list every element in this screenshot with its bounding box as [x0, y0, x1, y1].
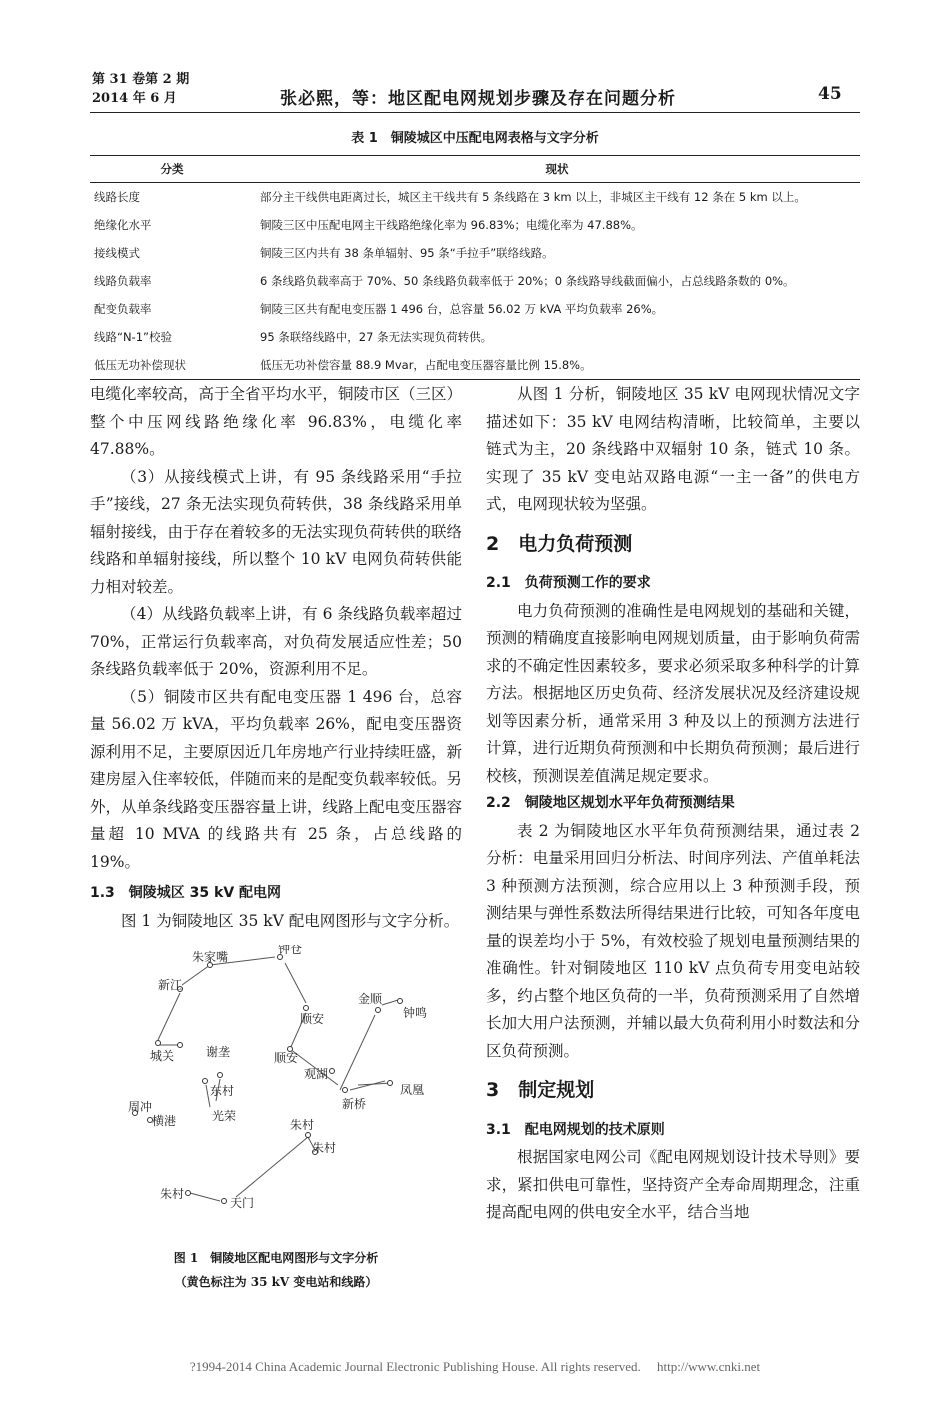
- row-status: 95 条联络线路中，27 条无法实现负荷转供。: [260, 330, 493, 344]
- running-title: 张必熙，等：地区配电网规划步骤及存在问题分析: [280, 89, 676, 109]
- row-status: 铜陵三区中压配电网主干线路绝缘化率为 96.83%；电缆化率为 47.88%。: [260, 218, 643, 232]
- table-row: [90, 267, 860, 295]
- row-status: 低压无功补偿容量 88.9 Mvar，占配电变压器容量比例 15.8%。: [254, 351, 860, 380]
- label-henggang: 横港: [152, 1114, 177, 1128]
- row-status: 铜陵三区内共有 38 条单辐射、95 条“手拉手”联络线路。: [260, 246, 554, 260]
- label-zhongcang: 钟仓: [278, 945, 303, 956]
- label-guangrong: 光荣: [212, 1109, 237, 1123]
- journal-issue: [92, 70, 189, 108]
- table-caption: 表 1 铜陵城区中压配电网表格与文字分析: [351, 131, 599, 146]
- figure-caption: [90, 1246, 462, 1294]
- table-header-row: [90, 156, 860, 183]
- table-row: [90, 183, 860, 212]
- table-1: [90, 155, 860, 380]
- section-heading-2-1: 2.1 负荷预测工作的要求: [486, 575, 651, 591]
- label-zhucun-1: 朱村: [290, 1118, 315, 1132]
- label-fenghuang: 凤凰: [400, 1083, 425, 1097]
- row-category: 绝缘化水平: [94, 218, 152, 232]
- section-heading-2: 2 电力负荷预测: [486, 532, 633, 555]
- section-heading-2-2: 2.2 铜陵地区规划水平年负荷预测结果: [486, 795, 735, 811]
- row-status: 6 条线路负载率高于 70%、50 条线路负载率低于 20%；0 条线路导线截面偏小，占总线路条数的 0%。: [260, 274, 795, 288]
- left-column: [90, 381, 462, 935]
- label-tianmen: 天门: [230, 1196, 255, 1210]
- label-shunan-2: 顺安: [274, 1051, 299, 1065]
- paragraph: 从图 1 分析，铜陵地区 35 kV 电网现状情况文字描述如下：35 kV 电网结构清晰，比较简单，主要以链式为主，20 条线路中双辐射 10 条，链式 10 条。实现了 35 kV 变电站双路电源“一主一备”的供电方式，电网现状较为坚强。: [486, 385, 860, 513]
- network-diagram: [100, 945, 460, 1225]
- table-row: [90, 211, 860, 239]
- paragraph: 图 1 为铜陵地区 35 kV 配电网图形与文字分析。: [121, 911, 460, 930]
- header-status: 现状: [254, 156, 860, 183]
- row-category: 线路长度: [94, 190, 140, 204]
- row-category: 线路“N-1”校验: [94, 330, 172, 344]
- label-zhujiazui: 朱家嘴: [192, 950, 229, 964]
- paragraph: （4）从线路负载率上讲，有 6 条线路负载率超过 70%，正常运行负载率高，对负荷发展适应性差；50 条线路负载率低于 20%，资源利用不足。: [90, 605, 462, 678]
- paragraph: 电缆化率较高，高于全省平均水平，铜陵市区（三区）整个中压网线路绝缘化率 96.83%，电缆化率 47.88%。: [90, 385, 463, 458]
- table-row: [90, 351, 860, 380]
- label-shunan-1: 顺安: [300, 1012, 325, 1026]
- label-xinjiang: 新江: [158, 978, 183, 992]
- figure-caption-note: （黄色标注为 35 kV 变电站和线路）: [174, 1275, 378, 1289]
- header-category: 分类: [90, 156, 254, 183]
- paragraph: （5）铜陵市区共有配电变压器 1 496 台，总容量 56.02 万 kVA，平均负载率 26%，配电变压器资源利用不足，主要原因近几年房地产行业持续旺盛，新建房屋入住率较低，伴随而来的是配变负载率较低。另外，从单条线路变压器容量上讲，线路上配电变压器容量超 10 MVA 的线路共有 25 条，占总线路的 19%。: [90, 687, 463, 871]
- paragraph: （3）从接线模式上讲，有 95 条线路采用“手拉手”接线，27 条无法实现负荷转供，38 条线路采用单辐射接线，由于存在着较多的无法实现负荷转供的联络线路和单辐射接线，所以整个 10 kV 电网负荷转供能力相对较差。: [90, 467, 463, 596]
- row-category: 线路负载率: [94, 274, 152, 288]
- row-category: 配变负载率: [94, 302, 152, 316]
- row-status: 铜陵三区共有配电变压器 1 496 台，总容量 56.02 万 kVA 平均负载率 26%。: [260, 302, 664, 316]
- label-xinqiao: 新桥: [342, 1097, 367, 1111]
- row-status: 部分主干线供电距离过长，城区主干线共有 5 条线路在 3 km 以上，非城区主干线有 12 条在 5 km 以上。: [260, 190, 806, 204]
- figure-1-network-map: [100, 945, 460, 1225]
- section-heading-1-3: 1.3 铜陵城区 35 kV 配电网: [90, 885, 282, 901]
- table-row: [90, 239, 860, 267]
- label-chengguan: 城关: [150, 1049, 175, 1063]
- paragraph: 电力负荷预测的准确性是电网规划的基础和关键，预测的精确度直接影响电网规划质量，由于影响负荷需求的不确定性因素较多，要求必须采取多种科学的计算方法。根据地区历史负荷、经济发展状况及经济建设规划等因素分析，通常采用 3 种及以上的预测方法进行计算，进行近期负荷预测和中长期负荷预测；最后进行校核，预测误差值满足规定要求。: [486, 601, 860, 785]
- right-column: [486, 381, 860, 1227]
- page-number: 45: [818, 84, 842, 104]
- volume-text: 第 31 卷第 2 期: [92, 72, 190, 87]
- label-zhucun-3: 朱村: [160, 1187, 185, 1201]
- paragraph: 表 2 为铜陵地区水平年负荷预测结果，通过表 2 分析：电量采用回归分析法、时间序列法、产值单耗法 3 种预测方法预测，综合应用以上 3 种预测手段，预测结果与弹性系数法所得结果进行比较，可知各年度电量的误差均小于 5%，有效校验了规划电量预测结果的准确性。针对铜陵地区 110 kV 点负荷专用变电站较多，约占整个地区负荷的一半，负荷预测采用了自然增长加大用户法预测，并辅以最大负荷利用小时数法和分区负荷预测。: [486, 821, 860, 1060]
- copyright-footer: ?1994-2014 China Academic Journal Electronic Publishing House. All rights reserved. http://www.cnki.net: [189, 1359, 761, 1374]
- label-zhucun-2: 朱村: [312, 1141, 337, 1155]
- row-category: 接线模式: [94, 246, 140, 260]
- label-zhongming: 钟鸣: [403, 1006, 428, 1020]
- paragraph: 根据国家电网公司《配电网规划设计技术导则》要求，紧扣供电可靠性，坚持资产全寿命周期理念，注重提高配电网的供电安全水平，结合当地: [486, 1148, 860, 1221]
- table-row: [90, 323, 860, 351]
- label-zhouchong: 周冲: [128, 1100, 153, 1114]
- section-heading-3: 3 制定规划: [486, 1079, 595, 1101]
- label-jinshun: 金顺: [358, 992, 383, 1006]
- date-text: 2014 年 6 月: [92, 91, 177, 106]
- figure-caption-title: 图 1 铜陵地区配电网图形与文字分析: [173, 1251, 379, 1265]
- header-rule: [90, 112, 860, 113]
- label-xieyao: 谢垄: [206, 1045, 231, 1059]
- label-guanhu: 观湖: [304, 1067, 329, 1081]
- label-dongcun: 东村: [210, 1084, 235, 1098]
- node-labels: [128, 945, 427, 1210]
- row-category: 低压无功补偿现状: [90, 351, 254, 380]
- table-row: [90, 295, 860, 323]
- section-heading-3-1: 3.1 配电网规划的技术原则: [486, 1121, 665, 1138]
